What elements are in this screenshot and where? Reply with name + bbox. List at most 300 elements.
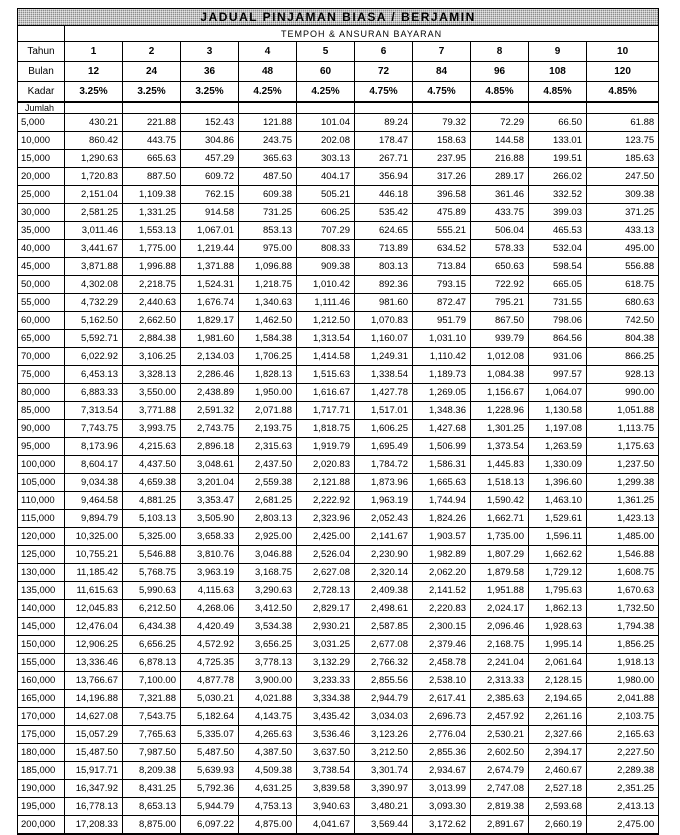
installment-cell: 6,878.13 xyxy=(123,654,181,672)
table-row xyxy=(18,312,659,330)
installment-cell: 2,498.61 xyxy=(355,600,413,618)
installment-cell: 793.15 xyxy=(413,276,471,294)
installment-cell: 2,591.32 xyxy=(181,402,239,420)
installment-cell: 6,434.38 xyxy=(123,618,181,636)
installment-cell: 1,371.88 xyxy=(181,258,239,276)
installment-cell: 4,021.88 xyxy=(239,690,297,708)
table-row xyxy=(18,726,659,744)
installment-cell: 1,996.88 xyxy=(123,258,181,276)
installment-cell: 10,325.00 xyxy=(65,528,123,546)
installment-cell: 505.21 xyxy=(297,186,355,204)
installment-cell: 1,084.38 xyxy=(471,366,529,384)
installment-cell: 433.75 xyxy=(471,204,529,222)
installment-cell: 16,778.13 xyxy=(65,798,123,816)
loan-amount-cell: 150,000 xyxy=(18,636,65,654)
installment-cell: 914.58 xyxy=(181,204,239,222)
loan-amount-cell: 10,000 xyxy=(18,132,65,150)
installment-cell: 1,794.38 xyxy=(587,618,659,636)
table-row xyxy=(18,258,659,276)
installment-cell: 2,677.08 xyxy=(355,636,413,654)
installment-cell: 3,435.42 xyxy=(297,708,355,726)
installment-cell: 2,289.38 xyxy=(587,762,659,780)
installment-cell: 15,057.29 xyxy=(65,726,123,744)
installment-cell: 808.33 xyxy=(297,240,355,258)
installment-cell: 1,729.12 xyxy=(529,564,587,582)
installment-cell: 2,165.63 xyxy=(587,726,659,744)
installment-cell: 446.18 xyxy=(355,186,413,204)
loan-amount-cell: 115,000 xyxy=(18,510,65,528)
installment-cell: 6,453.13 xyxy=(65,366,123,384)
installment-cell: 3,034.03 xyxy=(355,708,413,726)
table-row xyxy=(18,294,659,312)
installment-cell: 5,487.50 xyxy=(181,744,239,762)
installment-cell: 1,427.78 xyxy=(355,384,413,402)
installment-cell: 1,031.10 xyxy=(413,330,471,348)
installment-cell: 3,550.00 xyxy=(123,384,181,402)
loan-amount-cell: 175,000 xyxy=(18,726,65,744)
installment-cell: 2,934.67 xyxy=(413,762,471,780)
installment-cell: 2,313.33 xyxy=(471,672,529,690)
installment-cell: 2,527.18 xyxy=(529,780,587,798)
installment-cell: 556.88 xyxy=(587,258,659,276)
rate-cell-1: 3.25% xyxy=(65,82,123,103)
installment-cell: 5,162.50 xyxy=(65,312,123,330)
installment-cell: 1,338.54 xyxy=(355,366,413,384)
installment-cell: 199.51 xyxy=(529,150,587,168)
loan-schedule-sheet xyxy=(17,8,658,835)
installment-cell: 2,241.04 xyxy=(471,654,529,672)
installment-cell: 860.42 xyxy=(65,132,123,150)
year-cell-7: 7 xyxy=(413,42,471,62)
installment-cell: 2,315.63 xyxy=(239,438,297,456)
installment-cell: 2,320.14 xyxy=(355,564,413,582)
loan-amount-cell: 155,000 xyxy=(18,654,65,672)
installment-cell: 713.84 xyxy=(413,258,471,276)
installment-cell: 2,261.16 xyxy=(529,708,587,726)
installment-cell: 680.63 xyxy=(587,294,659,312)
year-cell-5: 5 xyxy=(297,42,355,62)
loan-amount-cell: 105,000 xyxy=(18,474,65,492)
installment-cell: 158.63 xyxy=(413,132,471,150)
installment-cell: 1,919.79 xyxy=(297,438,355,456)
installment-cell: 3,168.75 xyxy=(239,564,297,582)
loan-amount-cell: 30,000 xyxy=(18,204,65,222)
installment-cell: 4,268.06 xyxy=(181,600,239,618)
amount-header-spacer xyxy=(471,102,529,114)
amount-header-spacer xyxy=(65,102,123,114)
table-row xyxy=(18,564,659,582)
installment-cell: 2,660.19 xyxy=(529,816,587,835)
installment-cell: 1,662.62 xyxy=(529,546,587,564)
loan-amount-cell: 40,000 xyxy=(18,240,65,258)
installment-cell: 4,732.29 xyxy=(65,294,123,312)
installment-cell: 5,546.88 xyxy=(123,546,181,564)
installment-cell: 609.72 xyxy=(181,168,239,186)
years-row xyxy=(18,42,659,62)
installment-cell: 356.94 xyxy=(355,168,413,186)
installment-cell: 1,982.89 xyxy=(413,546,471,564)
loan-amount-cell: 35,000 xyxy=(18,222,65,240)
installment-cell: 361.46 xyxy=(471,186,529,204)
loan-amount-cell: 140,000 xyxy=(18,600,65,618)
installment-cell: 16,347.92 xyxy=(65,780,123,798)
installment-cell: 1,330.09 xyxy=(529,456,587,474)
installment-cell: 1,553.13 xyxy=(123,222,181,240)
installment-cell: 6,022.92 xyxy=(65,348,123,366)
table-row xyxy=(18,366,659,384)
installment-cell: 12,045.83 xyxy=(65,600,123,618)
installment-cell: 317.26 xyxy=(413,168,471,186)
installment-cell: 892.36 xyxy=(355,276,413,294)
installment-cell: 2,559.38 xyxy=(239,474,297,492)
installment-cell: 1,010.42 xyxy=(297,276,355,294)
installment-cell: 1,462.50 xyxy=(239,312,297,330)
installment-cell: 2,587.85 xyxy=(355,618,413,636)
installment-cell: 12,476.04 xyxy=(65,618,123,636)
installment-cell: 3,839.58 xyxy=(297,780,355,798)
installment-cell: 722.92 xyxy=(471,276,529,294)
installment-cell: 1,775.00 xyxy=(123,240,181,258)
installment-cell: 3,940.63 xyxy=(297,798,355,816)
installment-cell: 1,517.01 xyxy=(355,402,413,420)
installment-cell: 4,753.13 xyxy=(239,798,297,816)
loan-amount-cell: 70,000 xyxy=(18,348,65,366)
installment-cell: 742.50 xyxy=(587,312,659,330)
installment-cell: 123.75 xyxy=(587,132,659,150)
loan-amount-cell: 110,000 xyxy=(18,492,65,510)
installment-cell: 66.50 xyxy=(529,114,587,132)
installment-cell: 9,464.58 xyxy=(65,492,123,510)
installment-cell: 928.13 xyxy=(587,366,659,384)
installment-cell: 14,627.08 xyxy=(65,708,123,726)
installment-cell: 2,121.88 xyxy=(297,474,355,492)
year-cell-9: 9 xyxy=(529,42,587,62)
installment-cell: 430.21 xyxy=(65,114,123,132)
table-title: JADUAL PINJAMAN BIASA / BERJAMIN xyxy=(18,9,659,26)
installment-cell: 3,212.50 xyxy=(355,744,413,762)
installment-cell: 1,113.75 xyxy=(587,420,659,438)
installment-cell: 1,096.88 xyxy=(239,258,297,276)
installment-cell: 1,269.05 xyxy=(413,384,471,402)
installment-cell: 9,034.38 xyxy=(65,474,123,492)
table-body xyxy=(18,114,659,835)
installment-cell: 2,696.73 xyxy=(413,708,471,726)
installment-cell: 1,228.96 xyxy=(471,402,529,420)
table-row xyxy=(18,150,659,168)
loan-amount-cell: 80,000 xyxy=(18,384,65,402)
installment-cell: 365.63 xyxy=(239,150,297,168)
year-cell-10: 10 xyxy=(587,42,659,62)
installment-cell: 5,792.36 xyxy=(181,780,239,798)
installment-cell: 650.63 xyxy=(471,258,529,276)
table-row xyxy=(18,618,659,636)
installment-cell: 11,185.42 xyxy=(65,564,123,582)
installment-cell: 5,103.13 xyxy=(123,510,181,528)
table-row xyxy=(18,348,659,366)
installment-cell: 289.17 xyxy=(471,168,529,186)
installment-cell: 1,980.00 xyxy=(587,672,659,690)
installment-cell: 2,458.78 xyxy=(413,654,471,672)
installment-cell: 12,906.25 xyxy=(65,636,123,654)
installment-cell: 2,896.18 xyxy=(181,438,239,456)
amount-label: Jumlah xyxy=(18,102,65,114)
installment-cell: 2,218.75 xyxy=(123,276,181,294)
installment-cell: 3,048.61 xyxy=(181,456,239,474)
months-cell-6: 72 xyxy=(355,62,413,82)
installment-cell: 8,209.38 xyxy=(123,762,181,780)
installment-cell: 1,584.38 xyxy=(239,330,297,348)
installment-cell: 443.75 xyxy=(123,132,181,150)
installment-cell: 433.13 xyxy=(587,222,659,240)
amount-header-spacer xyxy=(181,102,239,114)
installment-cell: 4,143.75 xyxy=(239,708,297,726)
installment-cell: 457.29 xyxy=(181,150,239,168)
installment-cell: 72.29 xyxy=(471,114,529,132)
installment-cell: 2,457.92 xyxy=(471,708,529,726)
installment-cell: 867.50 xyxy=(471,312,529,330)
loan-amount-cell: 100,000 xyxy=(18,456,65,474)
installment-cell: 3,810.76 xyxy=(181,546,239,564)
loan-amount-cell: 95,000 xyxy=(18,438,65,456)
installment-cell: 2,440.63 xyxy=(123,294,181,312)
installment-cell: 578.33 xyxy=(471,240,529,258)
installment-cell: 1,445.83 xyxy=(471,456,529,474)
installment-cell: 5,335.07 xyxy=(181,726,239,744)
table-row xyxy=(18,330,659,348)
installment-cell: 4,437.50 xyxy=(123,456,181,474)
table-row xyxy=(18,168,659,186)
installment-cell: 665.63 xyxy=(123,150,181,168)
installment-cell: 396.58 xyxy=(413,186,471,204)
installment-cell: 465.53 xyxy=(529,222,587,240)
installment-cell: 1,918.13 xyxy=(587,654,659,672)
installment-cell: 2,351.25 xyxy=(587,780,659,798)
year-cell-8: 8 xyxy=(471,42,529,62)
installment-cell: 887.50 xyxy=(123,168,181,186)
installment-cell: 5,990.63 xyxy=(123,582,181,600)
installment-cell: 555.21 xyxy=(413,222,471,240)
installment-cell: 2,776.04 xyxy=(413,726,471,744)
installment-cell: 144.58 xyxy=(471,132,529,150)
installment-cell: 4,875.00 xyxy=(239,816,297,835)
installment-cell: 1,485.00 xyxy=(587,528,659,546)
installment-cell: 1,109.38 xyxy=(123,186,181,204)
table-row xyxy=(18,402,659,420)
amount-header-spacer xyxy=(123,102,181,114)
installment-cell: 243.75 xyxy=(239,132,297,150)
installment-cell: 1,950.00 xyxy=(239,384,297,402)
installment-cell: 707.29 xyxy=(297,222,355,240)
installment-cell: 2,437.50 xyxy=(239,456,297,474)
loan-amount-cell: 120,000 xyxy=(18,528,65,546)
installment-cell: 6,097.22 xyxy=(181,816,239,835)
installment-cell: 990.00 xyxy=(587,384,659,402)
installment-cell: 1,795.63 xyxy=(529,582,587,600)
installment-cell: 4,659.38 xyxy=(123,474,181,492)
installment-cell: 61.88 xyxy=(587,114,659,132)
installment-cell: 5,182.64 xyxy=(181,708,239,726)
installment-cell: 5,592.71 xyxy=(65,330,123,348)
installment-cell: 1,160.07 xyxy=(355,330,413,348)
installment-cell: 2,475.00 xyxy=(587,816,659,835)
installment-cell: 1,290.63 xyxy=(65,150,123,168)
installment-cell: 1,463.10 xyxy=(529,492,587,510)
installment-cell: 1,586.31 xyxy=(413,456,471,474)
installment-cell: 3,900.00 xyxy=(239,672,297,690)
installment-cell: 2,925.00 xyxy=(239,528,297,546)
installment-cell: 2,128.15 xyxy=(529,672,587,690)
year-cell-1: 1 xyxy=(65,42,123,62)
installment-cell: 1,340.63 xyxy=(239,294,297,312)
installment-cell: 2,930.21 xyxy=(297,618,355,636)
installment-cell: 4,115.63 xyxy=(181,582,239,600)
table-row xyxy=(18,240,659,258)
loan-amount-cell: 130,000 xyxy=(18,564,65,582)
installment-cell: 3,301.74 xyxy=(355,762,413,780)
installment-cell: 487.50 xyxy=(239,168,297,186)
months-cell-7: 84 xyxy=(413,62,471,82)
installment-cell: 1,744.94 xyxy=(413,492,471,510)
installment-cell: 1,824.26 xyxy=(413,510,471,528)
installment-cell: 2,747.08 xyxy=(471,780,529,798)
installment-cell: 1,903.57 xyxy=(413,528,471,546)
months-cell-3: 36 xyxy=(181,62,239,82)
installment-cell: 804.38 xyxy=(587,330,659,348)
installment-cell: 202.08 xyxy=(297,132,355,150)
installment-cell: 2,227.50 xyxy=(587,744,659,762)
installment-cell: 2,062.20 xyxy=(413,564,471,582)
installment-cell: 3,334.38 xyxy=(297,690,355,708)
installment-cell: 598.54 xyxy=(529,258,587,276)
installment-cell: 15,917.71 xyxy=(65,762,123,780)
loan-amount-cell: 20,000 xyxy=(18,168,65,186)
installment-cell: 2,194.65 xyxy=(529,690,587,708)
installment-cell: 79.32 xyxy=(413,114,471,132)
installment-cell: 2,286.46 xyxy=(181,366,239,384)
installment-cell: 3,637.50 xyxy=(297,744,355,762)
installment-cell: 1,156.67 xyxy=(471,384,529,402)
installment-cell: 1,012.08 xyxy=(471,348,529,366)
installment-cell: 3,656.25 xyxy=(239,636,297,654)
installment-cell: 1,995.14 xyxy=(529,636,587,654)
year-cell-4: 4 xyxy=(239,42,297,62)
installment-cell: 535.42 xyxy=(355,204,413,222)
installment-cell: 1,064.07 xyxy=(529,384,587,402)
installment-cell: 216.88 xyxy=(471,150,529,168)
installment-cell: 665.05 xyxy=(529,276,587,294)
installment-cell: 2,803.13 xyxy=(239,510,297,528)
installment-cell: 2,617.41 xyxy=(413,690,471,708)
installment-cell: 2,061.64 xyxy=(529,654,587,672)
installment-cell: 2,052.43 xyxy=(355,510,413,528)
installment-cell: 3,046.88 xyxy=(239,546,297,564)
installment-cell: 1,263.59 xyxy=(529,438,587,456)
installment-cell: 1,175.63 xyxy=(587,438,659,456)
installment-cell: 399.03 xyxy=(529,204,587,222)
installment-cell: 3,871.88 xyxy=(65,258,123,276)
installment-cell: 1,524.31 xyxy=(181,276,239,294)
installment-cell: 4,041.67 xyxy=(297,816,355,835)
installment-cell: 3,441.67 xyxy=(65,240,123,258)
table-row xyxy=(18,204,659,222)
installment-cell: 4,725.35 xyxy=(181,654,239,672)
installment-cell: 1,212.50 xyxy=(297,312,355,330)
installment-cell: 1,051.88 xyxy=(587,402,659,420)
installment-cell: 2,662.50 xyxy=(123,312,181,330)
loan-amount-cell: 165,000 xyxy=(18,690,65,708)
installment-cell: 1,067.01 xyxy=(181,222,239,240)
installment-cell: 5,030.21 xyxy=(181,690,239,708)
installment-cell: 2,071.88 xyxy=(239,402,297,420)
installment-cell: 371.25 xyxy=(587,204,659,222)
installment-cell: 2,323.96 xyxy=(297,510,355,528)
loan-amount-cell: 15,000 xyxy=(18,150,65,168)
installment-cell: 1,546.88 xyxy=(587,546,659,564)
installment-cell: 1,070.83 xyxy=(355,312,413,330)
installment-cell: 3,106.25 xyxy=(123,348,181,366)
loan-amount-cell: 200,000 xyxy=(18,816,65,835)
installment-cell: 7,313.54 xyxy=(65,402,123,420)
table-row xyxy=(18,690,659,708)
table-row xyxy=(18,474,659,492)
installment-cell: 1,596.11 xyxy=(529,528,587,546)
installment-cell: 1,313.54 xyxy=(297,330,355,348)
installment-cell: 609.38 xyxy=(239,186,297,204)
installment-cell: 133.01 xyxy=(529,132,587,150)
installment-cell: 1,732.50 xyxy=(587,600,659,618)
installment-cell: 634.52 xyxy=(413,240,471,258)
installment-cell: 1,807.29 xyxy=(471,546,529,564)
installment-cell: 2,020.83 xyxy=(297,456,355,474)
loan-amount-cell: 55,000 xyxy=(18,294,65,312)
installment-cell: 3,201.04 xyxy=(181,474,239,492)
installment-cell: 3,172.62 xyxy=(413,816,471,835)
installment-cell: 1,396.60 xyxy=(529,474,587,492)
installment-cell: 1,130.58 xyxy=(529,402,587,420)
installment-cell: 939.79 xyxy=(471,330,529,348)
installment-cell: 506.04 xyxy=(471,222,529,240)
installment-cell: 6,656.25 xyxy=(123,636,181,654)
installment-cell: 4,572.92 xyxy=(181,636,239,654)
installment-cell: 1,784.72 xyxy=(355,456,413,474)
installment-cell: 1,518.13 xyxy=(471,474,529,492)
table-row xyxy=(18,798,659,816)
installment-cell: 3,353.47 xyxy=(181,492,239,510)
installment-cell: 3,993.75 xyxy=(123,420,181,438)
installment-cell: 185.63 xyxy=(587,150,659,168)
installment-cell: 332.52 xyxy=(529,186,587,204)
table-row xyxy=(18,384,659,402)
installment-cell: 1,665.63 xyxy=(413,474,471,492)
installment-cell: 2,394.17 xyxy=(529,744,587,762)
installment-cell: 1,856.25 xyxy=(587,636,659,654)
installment-cell: 2,103.75 xyxy=(587,708,659,726)
installment-cell: 1,706.25 xyxy=(239,348,297,366)
installment-cell: 11,615.63 xyxy=(65,582,123,600)
table-row xyxy=(18,456,659,474)
installment-cell: 864.56 xyxy=(529,330,587,348)
installment-cell: 178.47 xyxy=(355,132,413,150)
installment-cell: 624.65 xyxy=(355,222,413,240)
installment-cell: 5,944.79 xyxy=(181,798,239,816)
installment-cell: 1,928.63 xyxy=(529,618,587,636)
subtitle-spacer xyxy=(18,26,65,42)
rates-row xyxy=(18,82,659,103)
loan-amount-cell: 85,000 xyxy=(18,402,65,420)
installment-cell: 6,212.50 xyxy=(123,600,181,618)
installment-cell: 798.06 xyxy=(529,312,587,330)
installment-cell: 2,884.38 xyxy=(123,330,181,348)
